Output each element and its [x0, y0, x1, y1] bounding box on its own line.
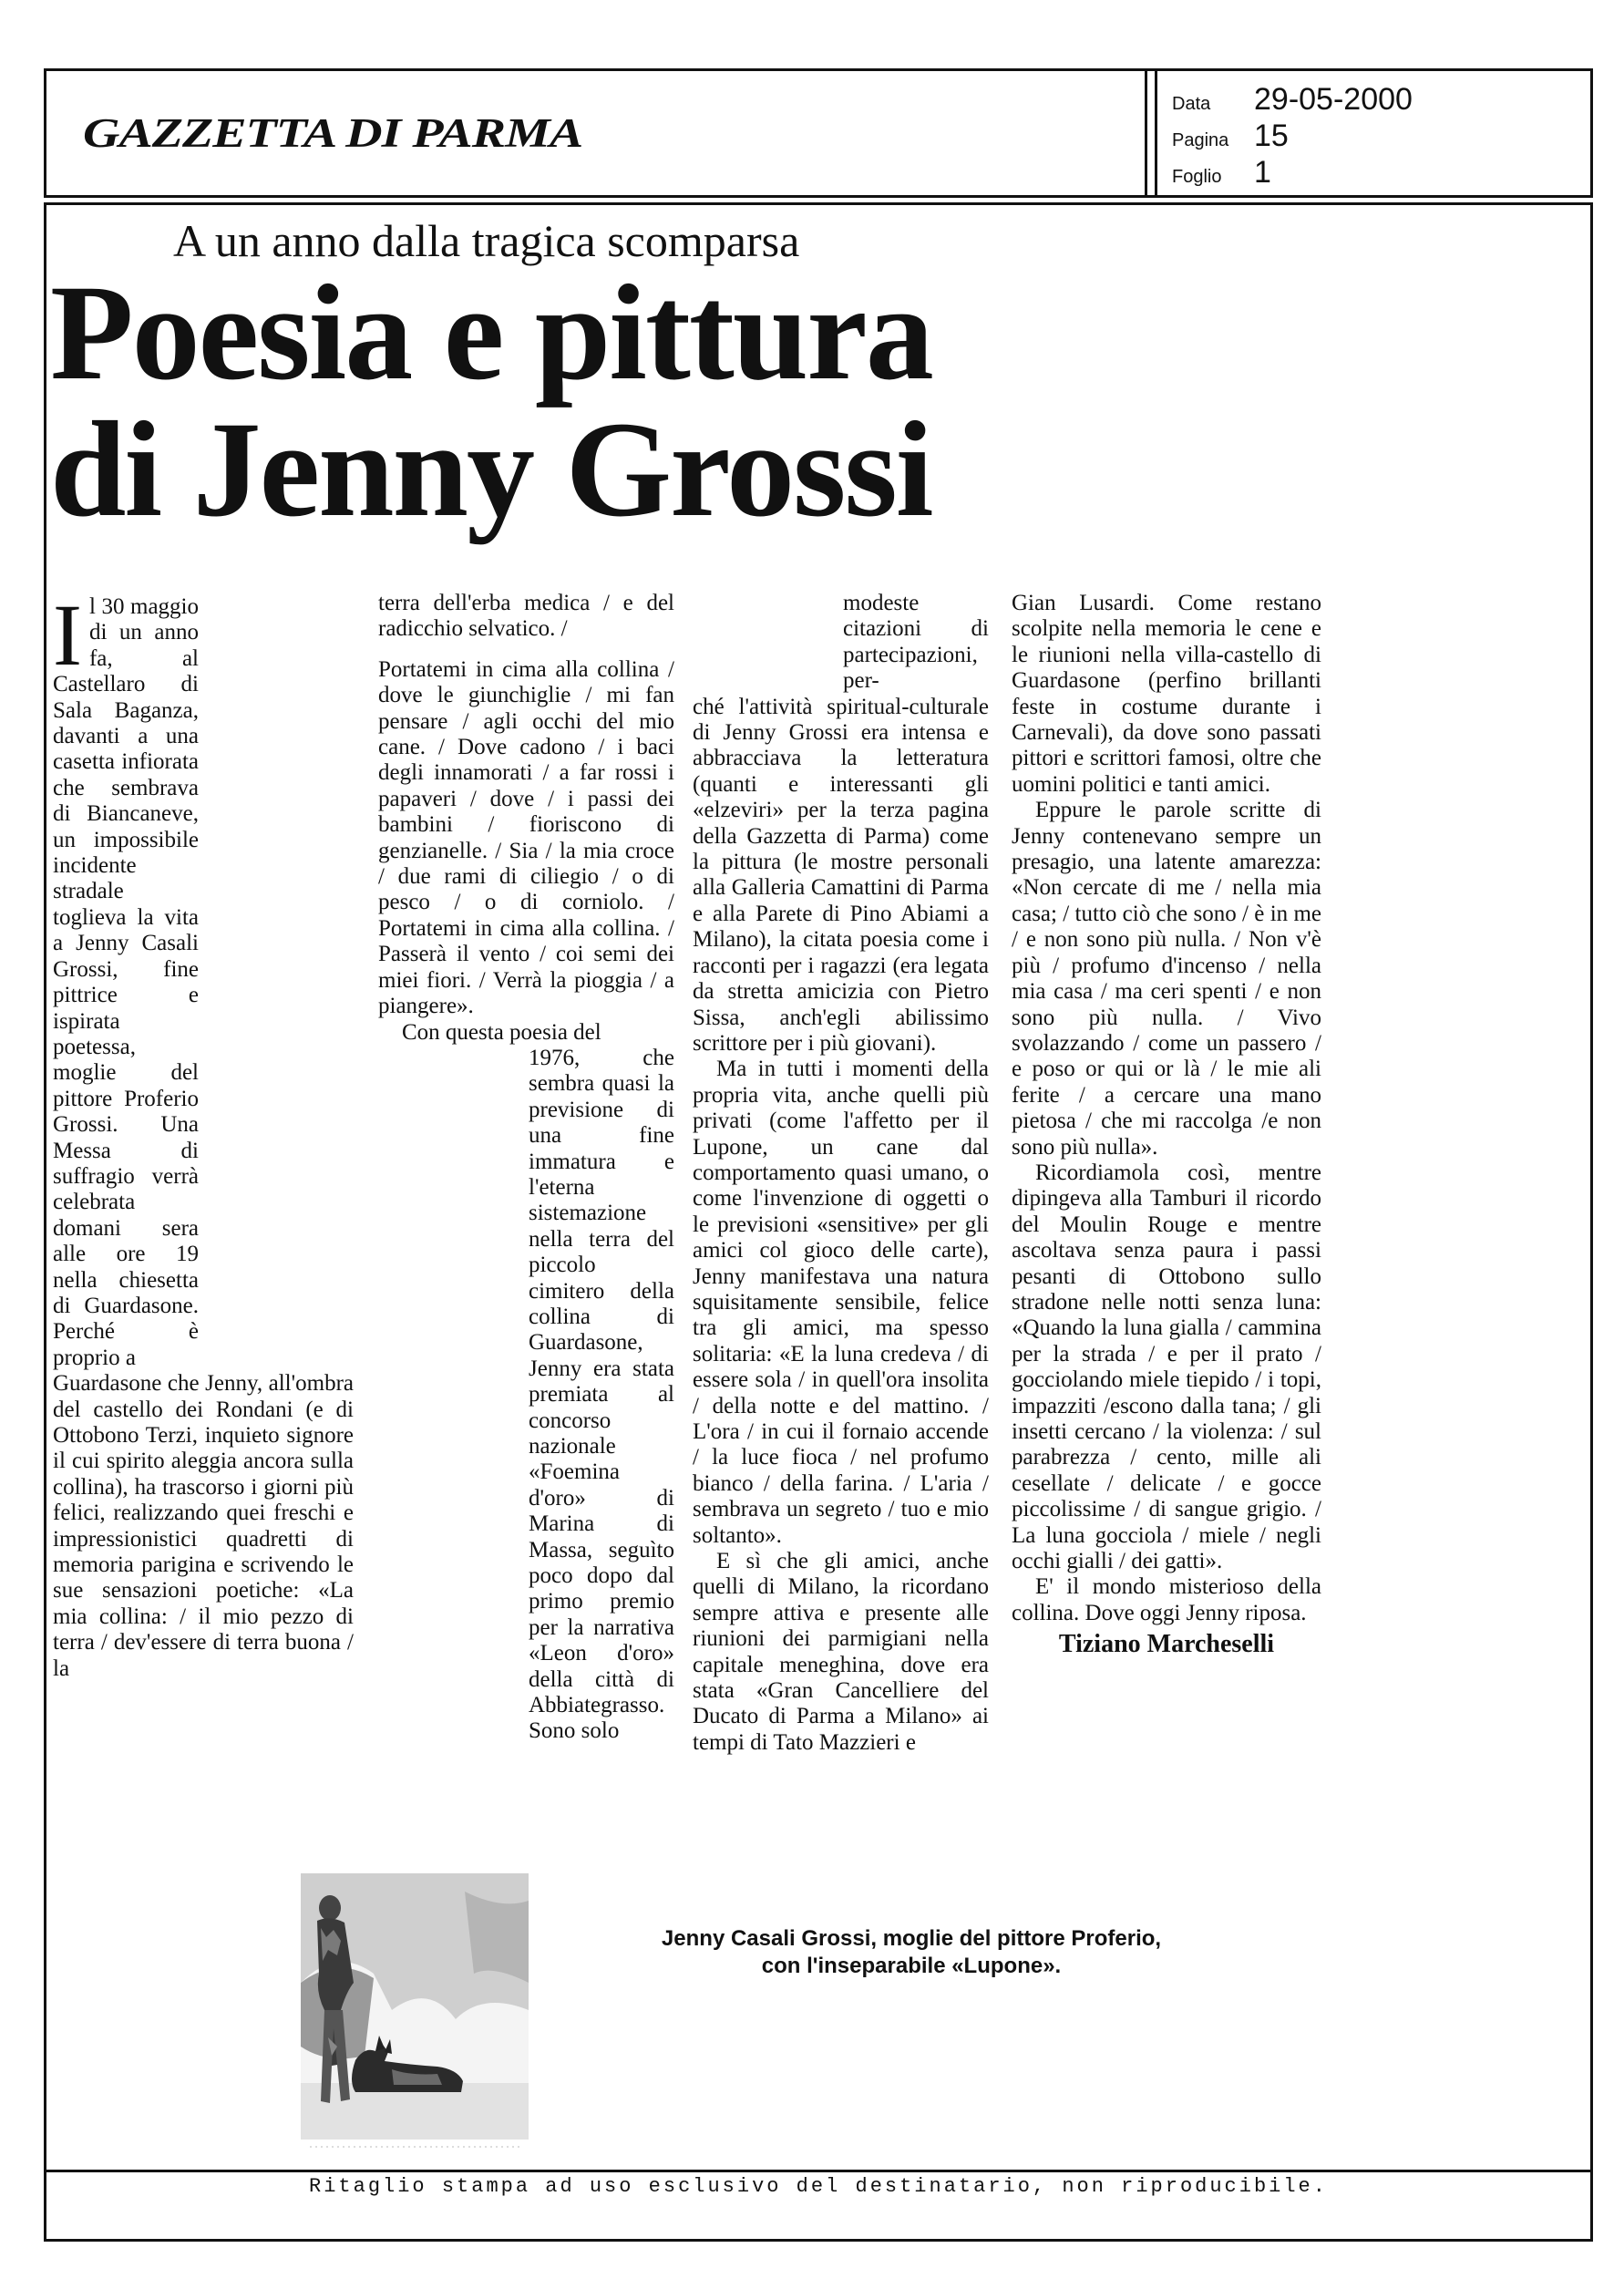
- masthead: GAZZETTA DI PARMA: [83, 109, 583, 157]
- column-1-text-a: l 30 maggio di un anno fa, al Castellaro di Sala Baganza, davanti a una casetta infiorata che sembrava di Biancaneve, un impossibile incidente stradale toglieva la vita a Jenny Casali Grossi, fine pittrice e ispirata poetessa, moglie del pittore Proferio Grossi. Una Messa di suffragio verrà celebrata domani sera alle ore 19 nella chiesetta di Guardasone. Perché è proprio a: [53, 594, 199, 1370]
- photo-jenny-with-dog: [301, 1873, 529, 2156]
- column-3-para-2: Ma in tutti i momenti della propria vita, anche quelli più privati (come l'affetto per il Lupone, un cane dal comportamento quasi umano, o come l'invenzione di oggetti o le previsioni «sensitive» per gli amici col gioco delle carte), Jenny manifestava una natura squisitamente sensibile, felice tra gli amici, ma spesso solitaria: «E la luna credeva / di essere sola / in quell'ora insolita / della notte e del mattino. / L'ora / in cui il fornaio accende / la luce fioca / nel profumo bianco / della farina. / L'aria / sembrava un segreto / tuo e mio soltanto».: [693, 1057, 989, 1548]
- column-4-para-2: Eppure le parole scritte di Jenny contenevano sempre un presagio, una latente amarezza: «Non cercate di me / nella mia casa; / tutto ciò che sono / è in me / e non sono più nulla. / Non v'è più / profumo d'incenso / nella mia casa / ma ceri spenti / e non sono più nulla. / Vivo svolazzando / come un passero / e poso or qui or là / le mie ali ferite / a cercare una mano pietosa / che mi raccolga /e non sono più nulla».: [1012, 798, 1321, 1160]
- poem-la-mia-collina: Portatemi in cima alla collina / dove le giunchiglie / mi fan pensare / agli occhi del mio cane. / Dove cadono / i baci degli innamorati / a far rossi i papaveri / dove / i passi dei bambini / fioriscono di genzianelle. / Sia / la mia croce / due rami di ciliegio / o di pesco / o di corniolo. / Portatemi in cima alla collina. / Passerà il vento / coi semi dei miei fiori. / Verrà la pioggia / a piangere».: [378, 656, 674, 1019]
- headline-line-2: di Jenny Grossi: [50, 394, 932, 545]
- column-3-para-1-top: modeste citazioni di partecipazioni, per-: [843, 591, 989, 694]
- column-2-para-3-cont: 1976, che sembra quasi la previsione di una fine immatura e l'eterna sistemazione nella terra del piccolo cimitero della collina di Guardasone, Jenny era stata premiata al concorso nazionale «Foemina d'oro» di Marina di Massa, seguìto poco dopo dal primo premio per la narrativa «Leon d'oro» della città di Abbiategrasso. Sono solo: [529, 1045, 674, 1744]
- sheet-label: Foglio: [1172, 167, 1222, 187]
- headline: [50, 257, 932, 545]
- photo-caption: [583, 1925, 1239, 1980]
- column-2-para-3: Con questa poesia del: [402, 1019, 601, 1045]
- header-divider: [1145, 71, 1157, 195]
- column-3-para-3: E sì che gli amici, anche quelli di Milano, la ricordano sempre attiva e presente alle riunioni dei parmigiani nella capitale meneghina, dove era stata «Gran Cancelliere del Ducato di Parma a Milano» ai tempi di Tato Mazzieri e: [693, 1549, 989, 1755]
- column-4-para-3: Ricordiamola così, mentre dipingeva alla Tamburi il ricordo del Moulin Rouge e mentre ascoltava senza paura i passi pesanti di Ottobono sullo stradone nelle notti senza luna: «Quando la luna gialla / cammina per la strada / e per il prato / gocciolando miele tiepido / i topi, impazziti /escono dalla tana; / gli insetti cercano / la violenza: / sul parabrezza / cento, mille ali cesellate / delicate / e gocce piccolissime / di sangue grigio. / La luna gocciola / miele / negli occhi gialli / dei gatti».: [1012, 1160, 1321, 1574]
- page-label: Pagina: [1172, 130, 1229, 150]
- article-column-2: [378, 591, 674, 1745]
- headline-line-1: Poesia e pittura: [50, 257, 932, 408]
- footer-divider: [44, 2170, 1593, 2172]
- article-column-3: [693, 591, 989, 1756]
- column-1-narrow-section: [53, 586, 199, 1371]
- column-2-para-1: terra dell'erba medica / e del radicchio selvatico. /: [378, 591, 674, 642]
- article-column-4: [1012, 591, 1321, 1658]
- column-4-para-4: E' il mondo misterioso della collina. Dove oggi Jenny riposa.: [1012, 1574, 1321, 1625]
- date-label: Data: [1172, 94, 1211, 114]
- column-3-para-1: ché l'attività spiritual-culturale di Jenny Grossi era intensa e abbracciava la letteratura (quanti e interessanti gli «elzeviri» per la terza pagina della Gazzetta di Parma) come la pittura (le mostre personali alla Galleria Camattini di Parma e alla Parete di Pino Abiami a Milano), la citata poesia come i racconti per i ragazzi (era legata da stretta amicizia con Pietro Sissa, anch'egli abilissimo scrittore per i più giovani).: [693, 694, 989, 1056]
- metadata-block: [1172, 82, 1413, 191]
- caption-line-2: con l'inseparabile «Lupone».: [761, 1954, 1062, 1978]
- byline: Tiziano Marcheselli: [1058, 1630, 1275, 1659]
- header-box: [44, 68, 1593, 198]
- caption-line-1: Jenny Casali Grossi, moglie del pittore Proferio,: [661, 1926, 1162, 1951]
- page-value: 15: [1254, 119, 1289, 153]
- column-1-text-b: Guardasone che Jenny, all'ombra del castello dei Rondani (e di Ottobono Terzi, inquieto signore il cui spirito aleggia ancora sulla collina), ha trascorso i giorni più felici, realizzando quei freschi e impressionistici quadretti di memoria parigina e scrivendo le sue sensazioni poetiche: «La mia collina: / il mio pezzo di terra / dev'essere di terra buona / la: [53, 1371, 354, 1681]
- reproduction-notice: Ritaglio stampa ad uso esclusivo del destinatario, non riproducibile.: [309, 2175, 1328, 2198]
- kicker: A un anno dalla tragica scomparsa: [173, 215, 800, 266]
- date-value: 29-05-2000: [1254, 82, 1413, 117]
- article-column-1: [53, 586, 354, 1682]
- column-4-para-1: Gian Lusardi. Come restano scolpite nella memoria le cene e le riunioni nella villa-castello di Guardasone (perfino brillanti feste in costume durante i Carnevali), da dove sono passati pittori e scrittori famosi, oltre che uomini politici e tanti amici.: [1012, 591, 1321, 797]
- drop-cap: I: [53, 586, 82, 684]
- sheet-value: 1: [1254, 155, 1271, 190]
